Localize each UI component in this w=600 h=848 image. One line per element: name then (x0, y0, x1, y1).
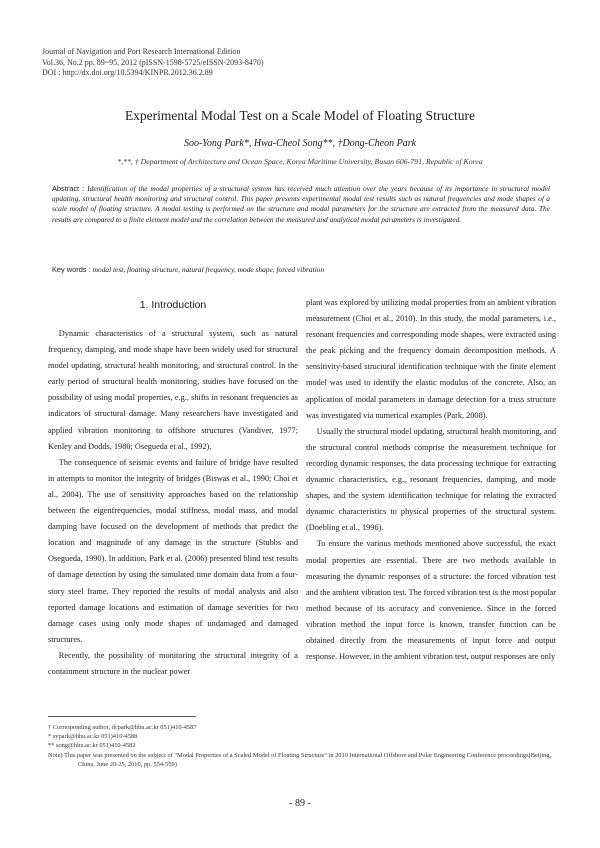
authors: Soo-Yong Park*, Hwa-Cheol Song**, †Dong-Cheon Park (183, 138, 417, 149)
paragraph: The consequence of seismic events and failure of bridge have resulted in attempts to monitor the integrity of bridges (Biswas et al., 1990; Choi et al., 2004). The use of sensitivity approaches based on the relationship between the eigenfrequencies, modal stiffness, modal mass, and modal damping have focused on the development of methods that predict the location and magnitude of any damage in the structure (Stubbs and Osegueda, 1990). In addition, Park et al. (2006) presented blind test results of damage detection by using the simulated time domain data from a four-story steel frame. They reported the results of modal analysis and also reported damage locations and estimation of damage severities for two damage cases using only mode shapes of undamaged and damaged structures. (48, 457, 298, 644)
journal-doi: DOI : http://dx.doi.org/10.5394/KINPR.2012.36.2.89 (42, 68, 213, 77)
paragraph: To ensure the various methods mentioned above successful, the exact modal properties are essential. There are two methods available in measuring the dynamic responses of a structure: the forced vibration test and the ambient vibration test. The forced vibration test is the most popular method because of its accuracy and convenience. Since in the forced vibration method the input force is known, transfer function can be obtained directly from the measurements of input force and output response. However, in the ambient vibration test, output responses are only (306, 539, 556, 662)
footnote-rule (48, 716, 196, 717)
abstract-text: Identification of the modal properties of a structural system has received much attention over the years because of its importance in structural model updating, structural health monitoring and structural control. This paper presents experimental modal test results such as natural frequencies and mode shapes of a scale model of floating structure. A modal testing is performed on the structure and modal parameters for the structure are extracted from the measured data. The results are compared to a finite element model and the correlation between the measured and analytical modal parameters is investigated. (52, 184, 550, 224)
footnotes (48, 723, 553, 769)
affiliation: *,**, † Department of Architecture and Ocean Space, Korea Maritime University, Busan 606-791, Republic of Korea (117, 157, 483, 166)
section-heading-introduction: 1. Introduction (139, 299, 207, 311)
abstract-label: Abstract : (52, 184, 88, 193)
paragraph-continued: plant was explored by utilizing modal properties from an ambient vibration measurement (Choi et al., 2010). In this study, the modal parameters, i.e., resonant frequencies and corresponding mode shapes, were extracted using the peak picking and the frequency domain decomposition methods. A sensitivity-based structural identification technique with the finite element model was used to identify the elastic modulus of the concrete. Also, an application of modal parameters in damage detection for a truss structure was investigated via numerical examples (Park, 2008). (306, 298, 556, 420)
keywords-label: Key words : (52, 265, 93, 274)
keywords-text: modal test, floating structure, natural frequency, mode shape, forced vibration (92, 265, 325, 274)
abstract (52, 184, 550, 225)
right-column (306, 295, 556, 665)
footnote-author-2: ** song@hhu.ac.kr 051)410-4582 (48, 742, 136, 750)
paragraph: Dynamic characteristics of a structural system, such as natural frequency, damping, and mode shape have been widely used for structural model updating, structural health monitoring, and structural control. In the early period of structural health monitoring, studies have focused on the possibility of using modal properties, e.g., shifts in resonant frequencies as indicators of structural damage. Many researchers have investigated and applied vibration monitoring to offshore structures (Vandiver, 1977; Kenley and Dodds, 1980; Osegueda et al., 1992). (48, 329, 298, 451)
footnote-corresponding: † Corresponding author, dcpark@hhu.ac.kr 051)410-4587 (48, 724, 197, 731)
keywords (52, 265, 324, 274)
paper-title: Experimental Modal Test on a Scale Model of Floating Structure (124, 108, 476, 123)
journal-header (42, 47, 264, 79)
paragraph: Usually the structural model updating, structural health monitoring, and the structural control methods comprise the measurement technique for recording dynamic responses, the data processing technique for extracting dynamic characteristics, e.g., resonant frequencies, damping, and mode shapes, and the system identification technique for relating the extracted dynamic characteristics to physical properties of the structural system. (Doebling et al., 1996). (306, 426, 556, 533)
footnote-author-1: * sypark@hhu.ac.kr 051)410-4588 (48, 733, 138, 741)
journal-name: Journal of Navigation and Port Research International Edition (42, 47, 241, 56)
footnote-note: Note) This paper was presented on the subject of "Modal Properties of a Scaled Model of Floating Structure" in 2010 International Offshore and Polar Engineering Conference proceedings(Beijing, China, June 20-25, 2010, pp. 554-559) (48, 751, 552, 768)
journal-volume: Vol.36, No.2 pp. 89~95, 2012 (pISSN-1598-5725/eISSN-2093-8470) (42, 57, 264, 67)
left-column (48, 296, 298, 680)
paragraph: Recently, the possibility of monitoring the structural integrity of a containment structure in the nuclear power (48, 650, 298, 676)
page-number: - 89 - (289, 798, 311, 809)
